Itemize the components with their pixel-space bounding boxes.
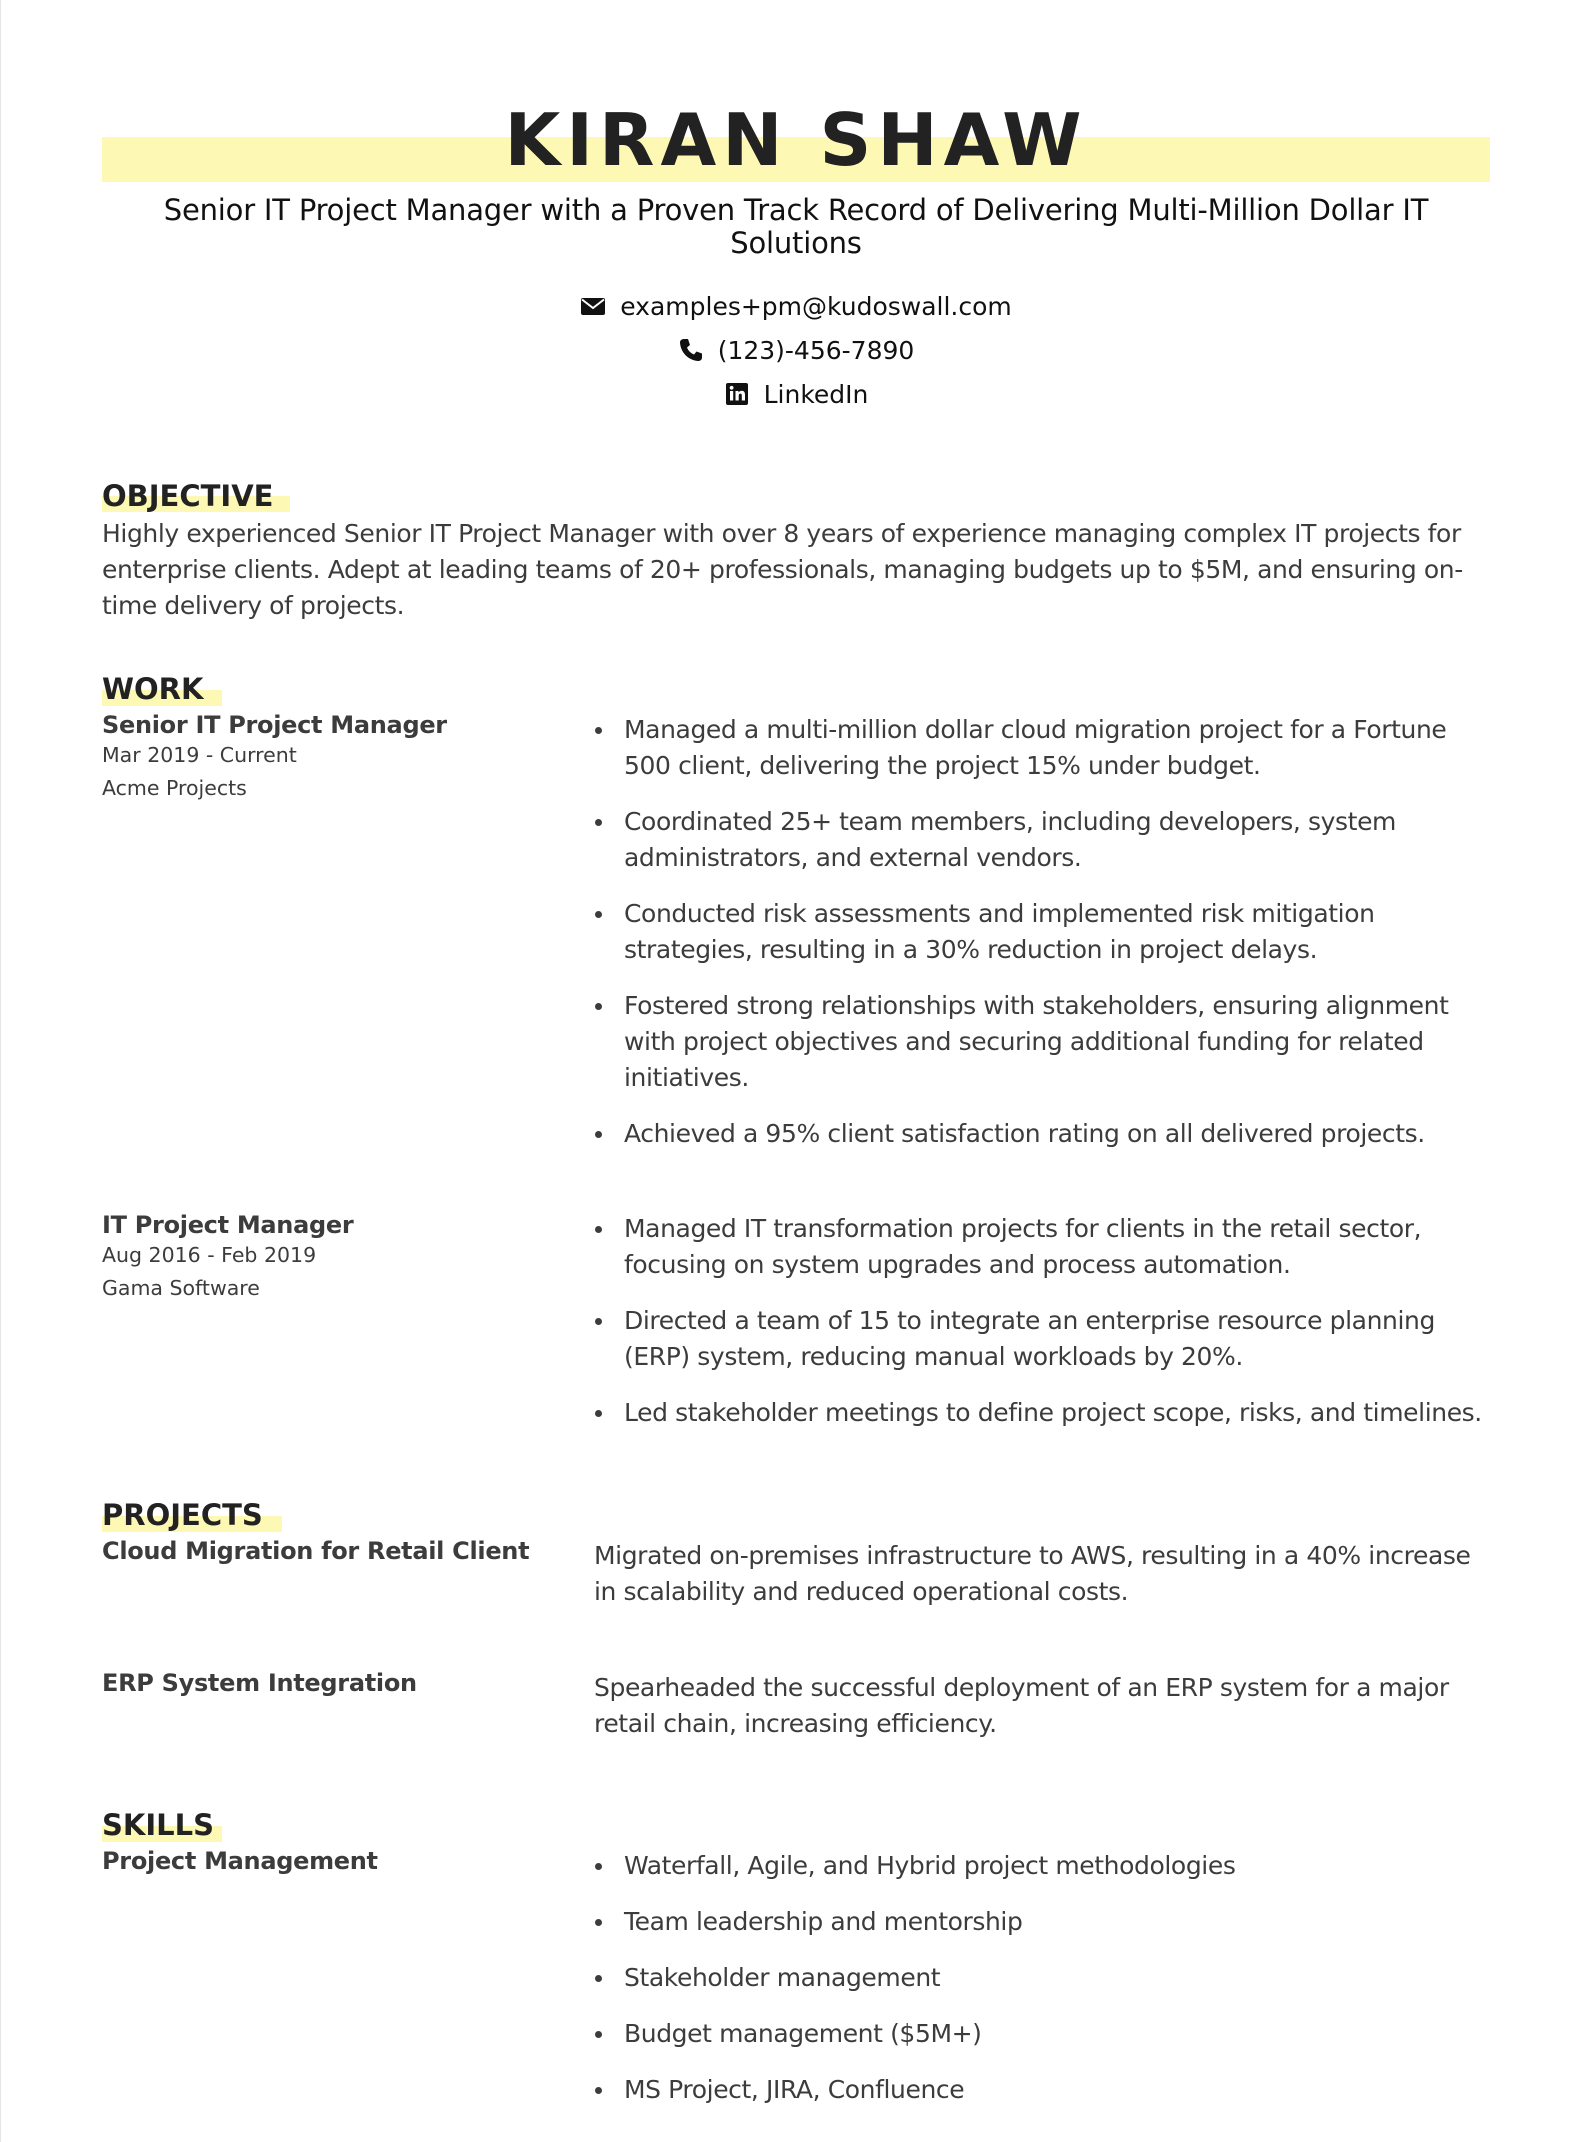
job-1-info bbox=[102, 709, 572, 803]
contact-list bbox=[102, 284, 1490, 416]
section-title-objective: OBJECTIVE bbox=[102, 479, 274, 513]
list-item: Waterfall, Agile, and Hybrid project methodologies bbox=[594, 1848, 1494, 1884]
contact-linkedin[interactable] bbox=[102, 372, 1490, 416]
tagline: Senior IT Project Manager with a Proven Track Record of Delivering Multi-Million Dollar IT Solutions bbox=[163, 193, 1429, 260]
contact-linkedin-text[interactable]: LinkedIn bbox=[763, 379, 869, 409]
list-item: MS Project, JIRA, Confluence bbox=[594, 2072, 1494, 2108]
job-title: Senior IT Project Manager bbox=[102, 711, 447, 739]
section-title-skills: SKILLS bbox=[102, 1808, 214, 1842]
candidate-name: KIRAN SHAW bbox=[504, 98, 1088, 182]
project-description: Spearheaded the successful deployment of an ERP system for a major retail chain, increasing efficiency. bbox=[594, 1673, 1449, 1738]
skill-group-bullets bbox=[594, 1848, 1494, 2128]
job-title: IT Project Manager bbox=[102, 1211, 354, 1239]
section-title-work: WORK bbox=[102, 672, 204, 706]
job-1-bullets bbox=[594, 712, 1494, 1172]
list-item: Coordinated 25+ team members, including developers, system administrators, and external vendors. bbox=[594, 804, 1494, 876]
page-edge bbox=[0, 0, 1, 2142]
list-item: Budget management ($5M+) bbox=[594, 2016, 1494, 2052]
list-item: Team leadership and mentorship bbox=[594, 1904, 1494, 1940]
job-2-info bbox=[102, 1209, 572, 1303]
list-item: Stakeholder management bbox=[594, 1960, 1494, 1996]
contact-phone[interactable] bbox=[102, 328, 1490, 372]
list-item: Directed a team of 15 to integrate an enterprise resource planning (ERP) system, reducing manual workloads by 20%. bbox=[594, 1303, 1494, 1375]
list-item: Achieved a 95% client satisfaction rating on all delivered projects. bbox=[594, 1116, 1494, 1152]
list-item: Managed IT transformation projects for clients in the retail sector, focusing on system upgrades and process automation. bbox=[594, 1211, 1494, 1283]
project-name: ERP System Integration bbox=[102, 1669, 417, 1697]
project-description: Migrated on-premises infrastructure to AWS, resulting in a 40% increase in scalability and reduced operational costs. bbox=[594, 1541, 1471, 1606]
job-company: Gama Software bbox=[102, 1276, 260, 1300]
skill-group-info bbox=[102, 1845, 572, 1877]
linkedin-icon bbox=[724, 381, 750, 407]
envelope-icon bbox=[580, 293, 606, 319]
list-item: Fostered strong relationships with stakeholders, ensuring alignment with project objectives and securing additional funding for related initiatives. bbox=[594, 988, 1494, 1096]
job-dates: Aug 2016 - Feb 2019 bbox=[102, 1243, 317, 1267]
job-2-bullets bbox=[594, 1211, 1494, 1451]
objective-text: Highly experienced Senior IT Project Manager with over 8 years of experience managing complex IT projects for enterprise clients. Adept at leading teams of 20+ professionals, managing budgets up to $5M, and ensuring on-time delivery of projects. bbox=[102, 519, 1463, 620]
job-company: Acme Projects bbox=[102, 776, 247, 800]
skill-group-name: Project Management bbox=[102, 1847, 378, 1875]
section-title-projects: PROJECTS bbox=[102, 1498, 263, 1532]
contact-email-text[interactable]: examples+pm@kudoswall.com bbox=[620, 291, 1012, 321]
job-dates: Mar 2019 - Current bbox=[102, 743, 297, 767]
list-item: Conducted risk assessments and implemented risk mitigation strategies, resulting in a 30% reduction in project delays. bbox=[594, 896, 1494, 968]
name-block bbox=[102, 100, 1490, 182]
list-item: Managed a multi-million dollar cloud migration project for a Fortune 500 client, delivering the project 15% under budget. bbox=[594, 712, 1494, 784]
list-item: Led stakeholder meetings to define project scope, risks, and timelines. bbox=[594, 1395, 1494, 1431]
contact-phone-text[interactable]: (123)-456-7890 bbox=[717, 335, 915, 365]
project-2-info bbox=[102, 1667, 572, 1699]
phone-icon bbox=[678, 337, 704, 363]
project-name: Cloud Migration for Retail Client bbox=[102, 1537, 530, 1565]
project-1-info bbox=[102, 1535, 572, 1567]
contact-email[interactable] bbox=[102, 284, 1490, 328]
